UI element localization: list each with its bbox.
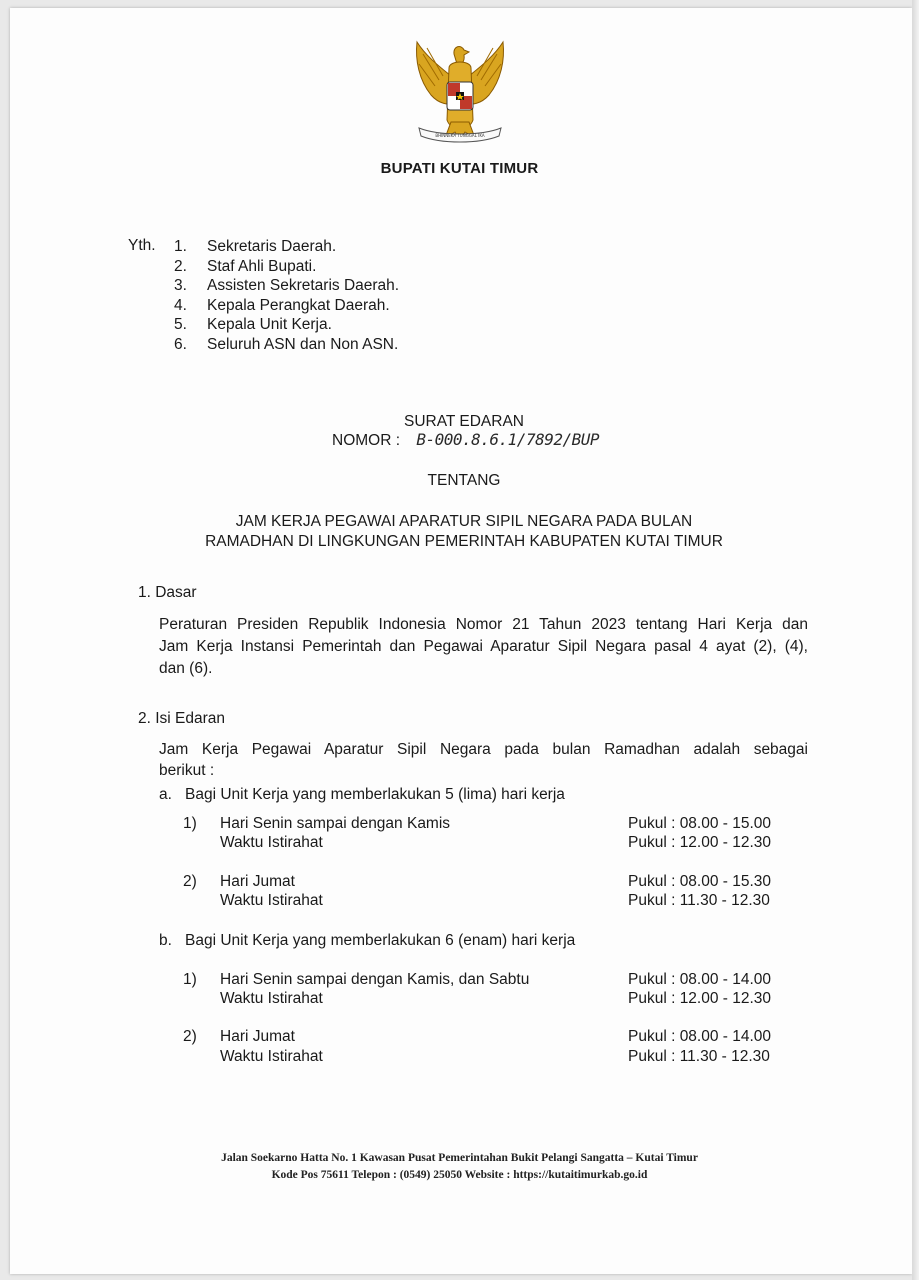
tentang-label: TENTANG — [427, 472, 501, 489]
row-work-hours: Pukul : 08.00 - 14.00 — [628, 1028, 772, 1045]
row-work-hours: Pukul : 08.00 - 15.00 — [628, 815, 772, 832]
section-1-line-3: dan (6). — [159, 660, 213, 677]
row-number: 1) — [183, 971, 197, 988]
list-item: 4. Kepala Perangkat Daerah. — [174, 296, 390, 314]
section-2-heading: 2. Isi Edaran — [138, 710, 226, 727]
subject-line-1: JAM KERJA PEGAWAI APARATUR SIPIL NEGARA PADA BULAN — [235, 513, 693, 530]
list-item: 2. Staf Ahli Bupati. — [174, 257, 317, 275]
subject-line-2: RAMADHAN DI LINGKUNGAN PEMERINTAH KABUPATEN KUTAI TIMUR — [205, 533, 723, 550]
letter-type: SURAT EDARAN — [403, 413, 524, 430]
subsection-b-label: b. — [159, 932, 172, 949]
list-item: 5. Kepala Unit Kerja. — [174, 316, 332, 334]
page-edge-shadow — [912, 0, 919, 1280]
issuer-title: BUPATI KUTAI TIMUR — [380, 160, 539, 177]
nomor-value: B-000.8.6.1/7892/BUP — [416, 430, 599, 449]
section-1-line-1: Peraturan Presiden Republik Indonesia Nomor 21 Tahun 2023 tentang Hari Kerja dan — [159, 616, 808, 633]
list-item: 3. Assisten Sekretaris Daerah. — [174, 277, 400, 295]
subsection-b-title: Bagi Unit Kerja yang memberlakukan 6 (enam) hari kerja — [185, 932, 576, 949]
svg-text:BHINNEKA TUNGGAL IKA: BHINNEKA TUNGGAL IKA — [435, 133, 485, 138]
row-rest-label: Waktu Istirahat — [220, 990, 323, 1007]
addressee-list — [174, 237, 399, 355]
footer-address: Jalan Soekarno Hatta No. 1 Kawasan Pusat Pemerintahan Bukit Pelangi Sangatta – Kutai Timur — [221, 1152, 698, 1164]
list-item: 6. Seluruh ASN dan Non ASN. — [174, 335, 399, 353]
row-number: 1) — [183, 815, 197, 832]
section-2-intro-line-1: Jam Kerja Pegawai Aparatur Sipil Negara pada bulan Ramadhan adalah sebagai — [159, 741, 808, 758]
row-rest-label: Waktu Istirahat — [220, 892, 323, 909]
section-1-line-2: Jam Kerja Instansi Pemerintah dan Pegawai Aparatur Sipil Negara pasal 4 ayat (2), (4), — [159, 638, 808, 655]
row-day: Hari Jumat — [220, 873, 295, 890]
row-number: 2) — [183, 1028, 197, 1045]
garuda-emblem-icon — [409, 40, 511, 152]
letter-number — [332, 430, 599, 450]
row-rest-hours: Pukul : 12.00 - 12.30 — [628, 990, 772, 1007]
row-day: Hari Senin sampai dengan Kamis — [220, 815, 451, 832]
row-day: Hari Jumat — [220, 1028, 295, 1045]
row-number: 2) — [183, 873, 197, 890]
row-rest-hours: Pukul : 12.00 - 12.30 — [628, 834, 772, 851]
subsection-a-label: a. — [159, 786, 172, 803]
section-2-intro-line-2: berikut : — [159, 762, 215, 779]
row-work-hours: Pukul : 08.00 - 15.30 — [628, 873, 772, 890]
section-1-heading: 1. Dasar — [138, 584, 197, 601]
row-work-hours: Pukul : 08.00 - 14.00 — [628, 971, 772, 988]
row-rest-hours: Pukul : 11.30 - 12.30 — [628, 892, 770, 909]
addressee-label: Yth. — [128, 237, 156, 254]
nomor-label: NOMOR : — [332, 432, 401, 449]
row-rest-label: Waktu Istirahat — [220, 834, 323, 851]
list-item: 1. Sekretaris Daerah. — [174, 238, 337, 255]
row-rest-label: Waktu Istirahat — [220, 1048, 323, 1065]
row-day: Hari Senin sampai dengan Kamis, dan Sabtu — [220, 971, 530, 988]
row-rest-hours: Pukul : 11.30 - 12.30 — [628, 1048, 770, 1065]
footer-contact: Kode Pos 75611 Telepon : (0549) 25050 Website : https://kutaitimurkab.go.id — [271, 1169, 648, 1181]
subsection-a-title: Bagi Unit Kerja yang memberlakukan 5 (lima) hari kerja — [185, 786, 565, 803]
